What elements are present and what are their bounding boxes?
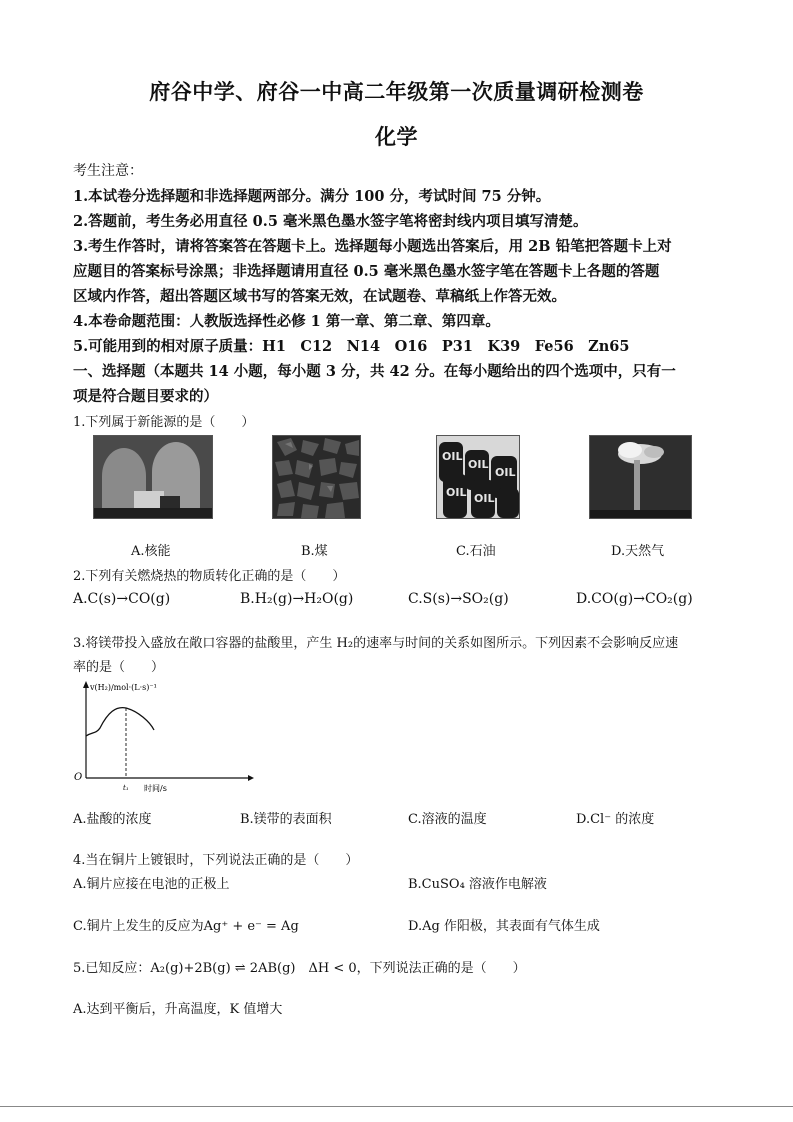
natural-gas-flare-image xyxy=(589,435,692,519)
graph-origin: O xyxy=(74,772,83,783)
q2-option-c: C.S(s)→SO₂(g) xyxy=(408,591,509,607)
q4-option-d: D.Ag 作阳极，其表面有气体生成 xyxy=(408,919,600,934)
q4-option-a: A.铜片应接在电池的正极上 xyxy=(73,877,230,892)
rate-curve xyxy=(86,708,154,736)
rate-time-graph xyxy=(70,678,260,798)
svg-text:OIL: OIL xyxy=(442,450,463,463)
svg-text:OIL: OIL xyxy=(474,492,495,505)
section-heading-cont: 项是符合题目要求的） xyxy=(73,388,218,405)
notice-item: 区域内作答，超出答题区域书写的答案无效，在试题卷、草稿纸上作答无效。 xyxy=(73,288,566,305)
notice-item: 应题目的答案标号涂黑；非选择题请用直径 0.5 毫米黑色墨水签字笔在答题卡上各题的答题 xyxy=(73,263,660,280)
notice-heading: 考生注意： xyxy=(73,163,143,179)
q3-option-c: C.溶液的温度 xyxy=(408,812,487,827)
notice-item: 3.考生作答时，请将答案答在答题卡上。选择题每小题选出答案后，用 2B 铅笔把答题卡上对 xyxy=(73,238,672,255)
question-2-stem: 2.下列有关燃烧热的物质转化正确的是（ ） xyxy=(73,569,346,584)
q3-option-a: A.盐酸的浓度 xyxy=(73,812,152,827)
q1-option-b: B.煤 xyxy=(301,544,328,559)
question-3-stem: 3.将镁带投入盛放在敞口容器的盐酸里，产生 H₂的速率与时间的关系如图所示。下列因素不会影响反应速 xyxy=(73,636,679,651)
q2-option-b: B.H₂(g)→H₂O(g) xyxy=(240,591,354,607)
q2-option-a: A.C(s)→CO(g) xyxy=(73,591,171,607)
section-heading: 一、选择题（本题共 14 小题，每小题 3 分，共 42 分。在每小题给出的四个选项中，只有一 xyxy=(73,363,676,380)
nuclear-plant-image xyxy=(93,435,213,519)
q4-option-b: B.CuSO₄ 溶液作电解液 xyxy=(408,877,547,892)
q3-option-d: D.Cl⁻ 的浓度 xyxy=(576,812,655,827)
notice-item: 5.可能用到的相对原子质量：H1 C12 N14 O16 P31 K39 Fe56 Zn65 xyxy=(73,338,630,355)
q4-option-c: C.铜片上发生的反应为Ag⁺ + e⁻ = Ag xyxy=(73,919,299,934)
y-axis-arrow xyxy=(83,681,89,688)
graph-x-label: 时间/s xyxy=(144,784,167,793)
q2-option-d: D.CO(g)→CO₂(g) xyxy=(576,591,693,607)
svg-text:OIL: OIL xyxy=(446,486,467,499)
graph-y-label: v(H₂)/mol·(L·s)⁻¹ xyxy=(90,683,157,692)
q5-option-a: A.达到平衡后，升高温度，K 值增大 xyxy=(73,1002,283,1017)
svg-text:OIL: OIL xyxy=(495,466,516,479)
exam-title: 府谷中学、府谷一中高二年级第一次质量调研检测卷 xyxy=(149,79,644,104)
oil-barrels-image xyxy=(436,435,520,519)
notice-item: 4.本卷命题范围：人教版选择性必修 1 第一章、第二章、第四章。 xyxy=(73,313,500,330)
q1-option-d: D.天然气 xyxy=(611,544,665,559)
question-5-stem: 5.已知反应：A₂(g)+2B(g) ⇌ 2AB(g) ΔH < 0，下列说法正确的是（ ） xyxy=(73,961,526,976)
notice-item: 2.答题前，考生务必用直径 0.5 毫米黑色墨水签字笔将密封线内项目填写清楚。 xyxy=(73,213,588,230)
svg-text:OIL: OIL xyxy=(468,458,489,471)
coal-image xyxy=(272,435,361,519)
q1-option-a: A.核能 xyxy=(131,544,171,559)
notice-item: 1.本试卷分选择题和非选择题两部分。满分 100 分，考试时间 75 分钟。 xyxy=(73,188,551,205)
question-3-stem-cont: 率的是（ ） xyxy=(73,660,165,675)
question-4-stem: 4.当在铜片上镀银时，下列说法正确的是（ ） xyxy=(73,853,359,868)
q1-option-c: C.石油 xyxy=(456,544,496,559)
graph-t1: t₁ xyxy=(123,784,129,792)
question-1-stem: 1.下列属于新能源的是（ ） xyxy=(73,415,255,430)
page-bottom-divider xyxy=(0,1106,793,1107)
x-axis-arrow xyxy=(248,775,254,781)
q3-option-b: B.镁带的表面积 xyxy=(240,812,332,827)
subject-title: 化学 xyxy=(375,124,418,149)
